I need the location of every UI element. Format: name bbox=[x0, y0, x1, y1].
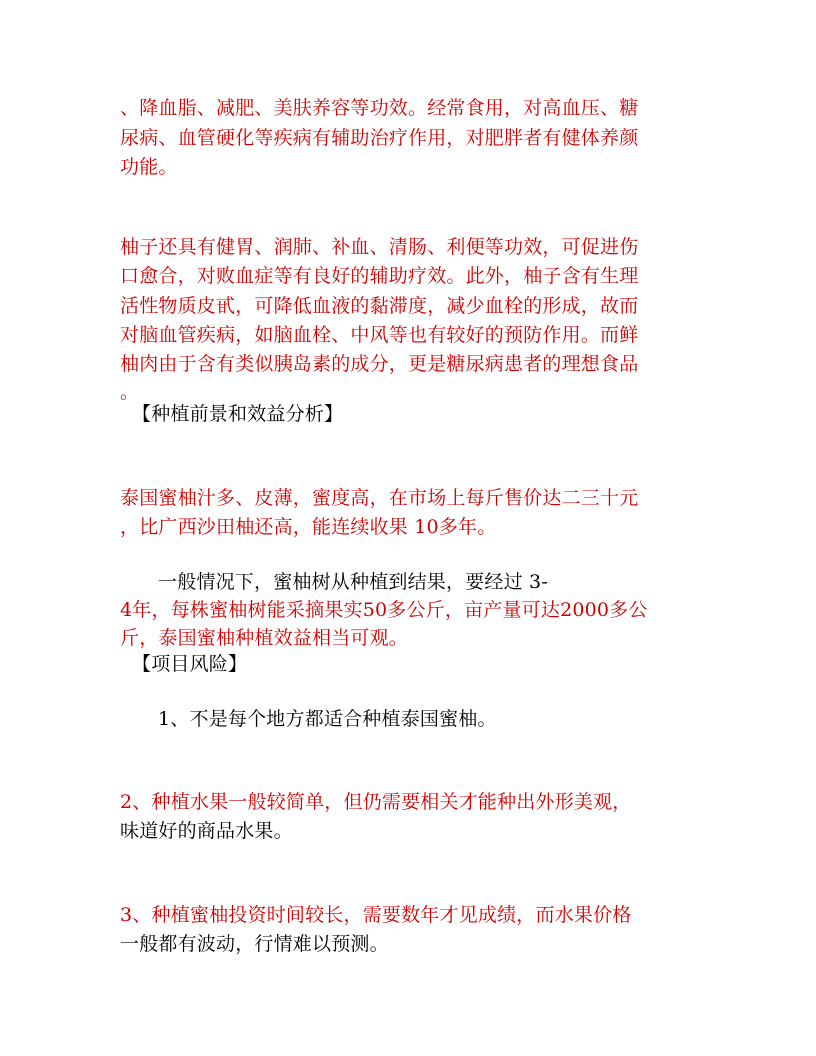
paragraph-line: 味道好的商品水果。 bbox=[120, 820, 293, 842]
section-heading: 【项目风险】 bbox=[132, 653, 248, 675]
paragraph-line: 。 bbox=[120, 381, 140, 403]
paragraph-line: 尿病、血管硬化等疾病有辅助治疗作用，对肥胖者有健体养颜 bbox=[120, 127, 639, 149]
paragraph-line: 功能。 bbox=[120, 156, 178, 178]
paragraph-line: ，比广西沙田柚还高，能连续收果 10多年。 bbox=[120, 516, 497, 538]
paragraph-line: 4年，每株蜜柚树能采摘果实50多公斤，亩产量可达2000多公 bbox=[120, 599, 648, 621]
paragraph-line: 活性物质皮甙，可降低血液的黏滞度，减少血栓的形成，故而 bbox=[120, 295, 639, 317]
list-item: 3、种植蜜柚投资时间较长，需要数年才见成绩，而水果价格 bbox=[120, 904, 632, 926]
paragraph-line: 对脑血管疾病，如脑血栓、中风等也有较好的预防作用。而鲜 bbox=[120, 324, 639, 346]
paragraph-line: 一般都有波动，行情难以预测。 bbox=[120, 933, 389, 955]
paragraph-line: 一般情况下，蜜柚树从种植到结果，要经过 3- bbox=[158, 571, 548, 593]
section-heading: 【种植前景和效益分析】 bbox=[132, 403, 344, 425]
paragraph-line: 斤，泰国蜜柚种植效益相当可观。 bbox=[120, 627, 409, 649]
paragraph-line: 柚肉由于含有类似胰岛素的成分，更是糖尿病患者的理想食品 bbox=[120, 353, 639, 375]
paragraph-line: 、降血脂、减肥、美肤养容等功效。经常食用，对高血压、糖 bbox=[120, 97, 639, 119]
list-item: 2、种植水果一般较简单，但仍需要相关才能种出外形美观， bbox=[120, 791, 632, 813]
paragraph-line: 柚子还具有健胃、润肺、补血、清肠、利便等功效，可促进伤 bbox=[120, 236, 639, 258]
paragraph-line: 泰国蜜柚汁多、皮薄，蜜度高，在市场上每斤售价达二三十元 bbox=[120, 487, 639, 509]
paragraph-line: 口愈合，对败血症等有良好的辅助疗效。此外，柚子含有生理 bbox=[120, 265, 639, 287]
list-item: 1、不是每个地方都适合种植泰国蜜柚。 bbox=[158, 708, 497, 730]
